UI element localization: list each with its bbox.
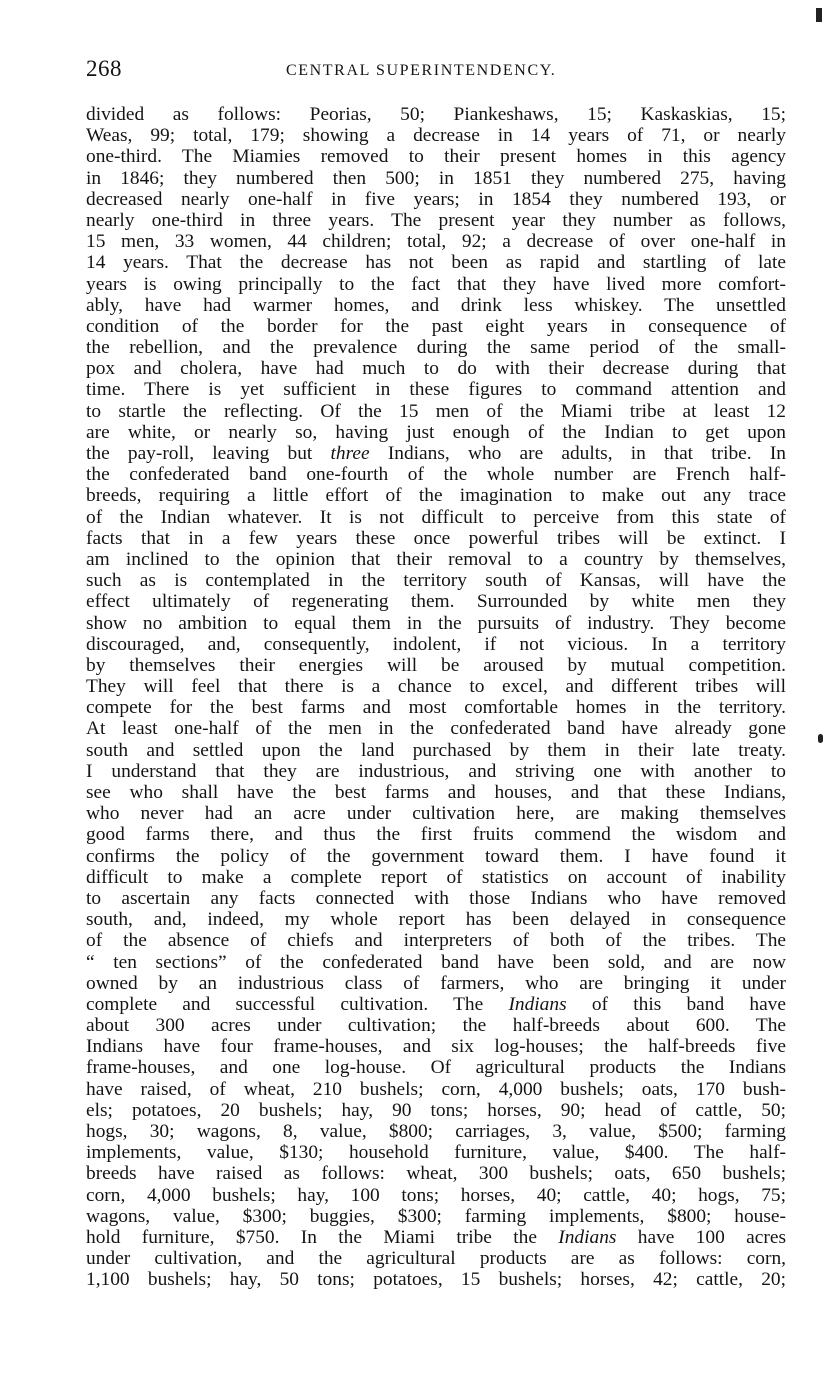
text-line: implements, value, $130; household furniture, value, $400. The half-: [86, 1142, 786, 1164]
italic-word: Indians: [558, 1226, 617, 1248]
text-line: have raised, of wheat, 210 bushels; corn, 4,000 bushels; oats, 170 bush-: [86, 1078, 786, 1100]
text-line-italic-indians: [86, 994, 786, 1015]
margin-dot: [818, 734, 823, 743]
text-line: nearly one-third in three years. The present year they number as follows,: [86, 209, 786, 231]
text-line: see who shall have the best farms and houses, and that these Indians,: [86, 782, 786, 803]
italic-word: three: [330, 443, 370, 464]
text-line: Indians have four frame-houses, and six log-houses; the half-breeds five: [86, 1036, 786, 1058]
text-line: good farms there, and thus the first fruits commend the wisdom and: [86, 824, 786, 846]
text-line: decreased nearly one-half in five years; in 1854 they numbered 193, or: [86, 188, 786, 210]
text-segment: have 100 acres: [637, 1226, 786, 1248]
text-line: They will feel that there is a chance to excel, and different tribes will: [86, 676, 786, 698]
page-number: 268: [86, 56, 122, 81]
body-text: [86, 104, 786, 1291]
text-segment: of this band have: [591, 993, 786, 1015]
text-line: “ ten sections” of the confederated band have been sold, and are now: [86, 951, 786, 973]
italic-word: Indians: [508, 993, 567, 1015]
text-line: ably, have had warmer homes, and drink less whiskey. The unsettled: [86, 294, 786, 316]
text-line: breeds, requiring a little effort of the imagination to make out any trace: [86, 485, 786, 507]
text-segment: In: [769, 443, 786, 464]
text-line: els; potatoes, 20 bushels; hay, 90 tons; horses, 90; head of cattle, 50;: [86, 1099, 786, 1121]
text-line: of the Indian whatever. It is not difficult to perceive from this state of: [86, 506, 786, 528]
text-line: compete for the best farms and most comfortable homes in the territory.: [86, 697, 786, 719]
text-segment: complete and successful cultivation. The: [86, 993, 509, 1015]
text-line: frame-houses, and one log-house. Of agricultural products the Indians: [86, 1057, 786, 1079]
text-line: who never had an acre under cultivation here, are making themselves: [86, 803, 786, 825]
text-line: one-third. The Miamies removed to their present homes in this agency: [86, 146, 786, 168]
text-line: south and settled upon the land purchased by them in their late treaty.: [86, 739, 786, 761]
text-line: to ascertain any facts connected with those Indians who have removed: [86, 887, 786, 909]
text-line: to startle the reflecting. Of the 15 men of the Miami tribe at least 12: [86, 400, 786, 422]
text-line: hogs, 30; wagons, 8, value, $800; carriages, 3, value, $500; farming: [86, 1121, 786, 1142]
text-line: the confederated band one-fourth of the whole number are French half-: [86, 464, 786, 486]
text-line: show no ambition to equal them in the pursuits of industry. They become: [86, 612, 786, 634]
text-line: I understand that they are industrious, and striving one with another to: [86, 760, 786, 782]
text-line: of the absence of chiefs and interpreters of both of the tribes. The: [86, 930, 786, 952]
text-line: At least one-half of the men in the confederated band have already gone: [86, 718, 786, 740]
text-line: corn, 4,000 bushels; hay, 100 tons; horses, 40; cattle, 40; hogs, 75;: [86, 1184, 786, 1206]
text-line: divided as follows: Peorias, 50; Piankeshaws, 15; Kaskaskias, 15;: [86, 104, 786, 125]
text-segment: hold furniture, $750. In the Miami tribe the: [86, 1226, 559, 1248]
text-line: 1,100 bushels; hay, 50 tons; potatoes, 15 bushels; horses, 42; cattle, 20;: [86, 1269, 786, 1291]
text-line: by themselves their energies will be aroused by mutual competition.: [86, 654, 786, 676]
text-line: years is owing principally to the fact that they have lived more comfort-: [86, 273, 786, 295]
text-segment: the pay-roll, leaving but: [86, 443, 331, 464]
page-edge-mark: [816, 8, 822, 22]
text-line: south, and, indeed, my whole report has been delayed in consequence: [86, 909, 786, 931]
text-line: effect ultimately of regenerating them. Surrounded by white men they: [86, 591, 786, 613]
text-line: about 300 acres under cultivation; the half-breeds about 600. The: [86, 1015, 786, 1037]
text-line: owned by an industrious class of farmers, who are bringing it under: [86, 972, 786, 994]
text-line: such as is contemplated in the territory south of Kansas, will have the: [86, 570, 786, 592]
text-line: facts that in a few years these once powerful tribes will be extinct. I: [86, 527, 786, 549]
text-line: confirms the policy of the government toward them. I have found it: [86, 845, 786, 867]
text-line: difficult to make a complete report of statistics on account of inability: [86, 866, 786, 888]
text-line: Weas, 99; total, 179; showing a decrease in 14 years of 71, or nearly: [86, 125, 786, 147]
text-segment: Indians, who are adults, in that tribe.: [369, 443, 752, 464]
running-head: CENTRAL SUPERINTENDENCY.: [286, 62, 557, 79]
text-line: am inclined to the opinion that their removal to a country by themselves,: [86, 548, 786, 570]
text-line: pox and cholera, have had much to do with their decrease during that: [86, 358, 786, 380]
text-line: in 1846; they numbered then 500; in 1851 they numbered 275, having: [86, 167, 786, 189]
text-line: breeds have raised as follows: wheat, 300 bushels; oats, 650 bushels;: [86, 1163, 786, 1185]
text-line: discouraged, and, consequently, indolent, if not vicious. In a territory: [86, 633, 786, 655]
text-line: 14 years. That the decrease has not been as rapid and startling of late: [86, 252, 786, 274]
text-line: condition of the border for the past eight years in consequence of: [86, 315, 786, 337]
text-line: time. There is yet sufficient in these figures to command attention and: [86, 379, 786, 401]
text-line-italic-indians: [86, 1227, 786, 1248]
text-line-italic-three: [86, 443, 786, 464]
text-line: 15 men, 33 women, 44 children; total, 92; a decrease of over one-half in: [86, 231, 786, 253]
text-line: under cultivation, and the agricultural products are as follows: corn,: [86, 1248, 786, 1270]
text-line: the rebellion, and the prevalence during the same period of the small-: [86, 337, 786, 359]
text-line: are white, or nearly so, having just enough of the Indian to get upon: [86, 421, 786, 443]
text-line: wagons, value, $300; buggies, $300; farming implements, $800; house-: [86, 1205, 786, 1227]
